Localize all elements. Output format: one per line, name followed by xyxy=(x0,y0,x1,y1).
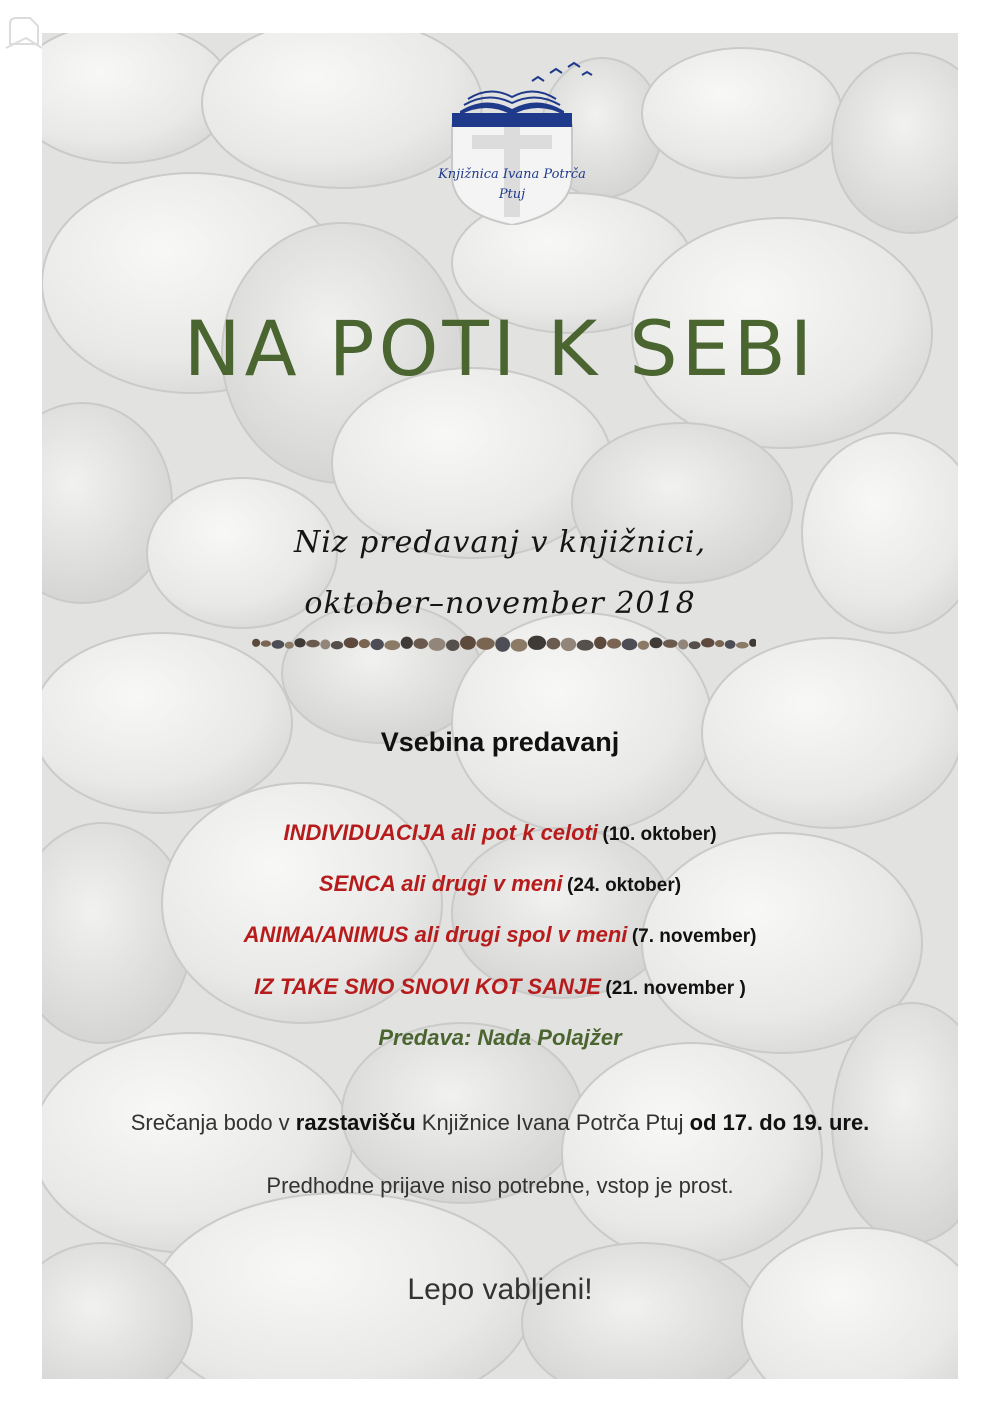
lecture-date: (24. oktober) xyxy=(567,875,682,896)
divider-pebble xyxy=(446,639,459,650)
closing-invite: Lepo vabljeni! xyxy=(407,1273,593,1306)
library-logo xyxy=(412,55,612,225)
divider-pebble xyxy=(460,636,476,650)
divider-pebble xyxy=(331,641,343,649)
divider-pebble xyxy=(261,640,271,646)
lecture-date: (10. oktober) xyxy=(602,824,717,845)
logo-city: Ptuj xyxy=(498,187,526,202)
venue-text-1: Srečanja bodo v xyxy=(130,1110,296,1135)
divider-pebble xyxy=(736,642,749,649)
lecture-title: INDIVIDUACIJA ali pot k celoti xyxy=(283,820,599,845)
divider-pebble xyxy=(306,640,320,648)
divider-pebble xyxy=(678,639,688,649)
lecture-title: IZ TAKE SMO SNOVI KOT SANJE xyxy=(254,974,601,999)
divider-pebble xyxy=(650,637,663,648)
venue-text-2: Knjižnice Ivana Potrča Ptuj xyxy=(415,1110,690,1135)
divider-pebble xyxy=(528,636,546,650)
divider-pebble xyxy=(749,639,756,647)
divider-pebble xyxy=(495,637,510,652)
divider-pebble xyxy=(370,639,383,650)
venue-time: od 17. do 19. ure. xyxy=(689,1110,870,1135)
divider-pebble xyxy=(511,639,528,652)
divider-pebble xyxy=(272,640,285,649)
divider-pebble xyxy=(320,639,330,649)
divider-pebble xyxy=(285,642,294,649)
divider-pebble xyxy=(401,637,413,649)
divider-pebble xyxy=(561,638,576,651)
lecture-title: SENCA ali drugi v meni xyxy=(318,871,563,896)
divider-pebble xyxy=(294,638,305,647)
lecture-date: (7. november) xyxy=(631,926,757,947)
divider-pebble xyxy=(638,641,649,650)
divider-pebble xyxy=(663,639,678,648)
registration-note: Predhodne prijave niso potrebne, vstop je prost. xyxy=(266,1173,734,1198)
kamra-logo-icon xyxy=(4,14,44,50)
lecture-item xyxy=(42,820,958,846)
lecture-title: ANIMA/ANIMUS ali drugi spol v meni xyxy=(243,922,628,947)
divider-pebble xyxy=(725,640,736,649)
divider-pebble xyxy=(413,638,428,649)
divider-pebble xyxy=(607,639,621,649)
lecture-item xyxy=(42,922,958,948)
venue-info xyxy=(42,1110,958,1136)
content-heading: Vsebina predavanj xyxy=(380,727,620,757)
lecture-item xyxy=(42,974,958,1000)
divider-pebble xyxy=(344,637,359,648)
divider-pebble xyxy=(476,637,494,649)
divider-pebble xyxy=(715,640,724,647)
divider-pebble xyxy=(384,640,400,650)
lecture-item xyxy=(42,871,958,897)
pebble-divider xyxy=(246,627,756,661)
divider-pebble xyxy=(252,639,260,647)
subtitle-line-1: Niz predavanj v knjižnici, xyxy=(293,525,707,560)
divider-pebble xyxy=(547,638,561,650)
logo-name: Knjižnica Ivana Potrča xyxy=(438,167,586,182)
divider-pebble xyxy=(359,639,370,648)
divider-pebble xyxy=(594,637,606,649)
divider-pebble xyxy=(622,639,638,651)
lecture-date: (21. november ) xyxy=(605,978,746,999)
divider-pebble xyxy=(701,638,715,648)
venue-place: razstavišču xyxy=(295,1110,416,1135)
subtitle-line-2: oktober–november 2018 xyxy=(304,586,696,621)
speaker-line: Predava: Nada Polajžer xyxy=(378,1025,622,1050)
poster xyxy=(42,33,958,1379)
divider-pebble xyxy=(577,640,594,651)
poster-title: NA POTI K SEBI xyxy=(183,304,817,393)
divider-pebble xyxy=(689,641,701,649)
divider-pebble xyxy=(429,638,446,651)
